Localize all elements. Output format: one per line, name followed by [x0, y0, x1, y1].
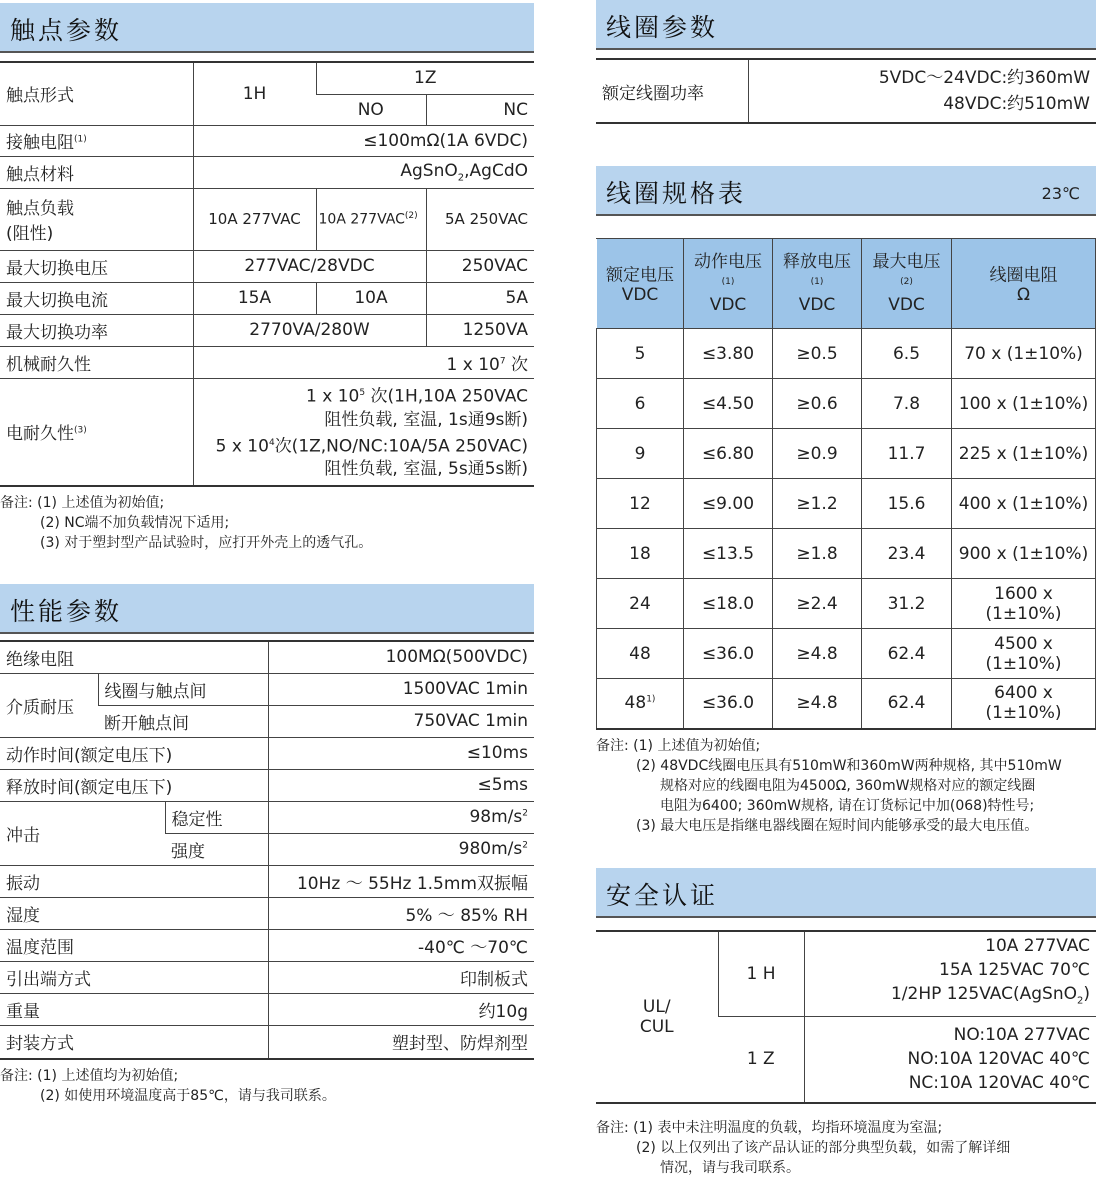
- coil-title: 线圈参数: [606, 13, 719, 42]
- terminal-value: 印制板式: [268, 961, 534, 993]
- operate-time-value: ≤10ms: [268, 737, 534, 769]
- dielectric-1-label: 线圈与触点间: [98, 673, 268, 705]
- contact-material-label: 触点材料: [0, 156, 193, 188]
- max-voltage-value-b: 250VAC: [426, 250, 534, 282]
- elec-endurance-value: 1 x $10^5$ 次(1H,10A 250VAC 阻性负载, 室温, 1s通9s断) 5 x $10^4$次(1Z,NO/NC:10A/5A 250VAC) 阻性负载, 室温, 5s通5s断): [193, 378, 534, 486]
- note-line: 备注: (1) 上述值为初始值;: [596, 737, 761, 754]
- contact-form-no: NO: [316, 94, 426, 125]
- spec-header-cell: 最大电压$^{(2)}$ VDC: [862, 239, 952, 329]
- spec-header-cell: 释放电压$^{(1)}$ VDC: [773, 239, 862, 329]
- max-voltage-value-a: 277VAC/28VDC: [193, 250, 426, 282]
- contact-header: [0, 3, 534, 53]
- table-row: 5 ≤3.80 ≥0.5 6.5 70 x (1±10%): [597, 329, 1096, 379]
- note-line: (2) NC端不加负载情况下适用;: [40, 515, 230, 531]
- operate-time-label: 动作时间(额定电压下): [0, 737, 268, 769]
- contact-resistance-label: 接触电阻$^{(1)}$: [0, 125, 193, 156]
- table-row: 24 ≤18.0 ≥2.4 31.2 1600 x (1±10%): [597, 579, 1096, 629]
- spec-header-cell: 线圈电阻 Ω: [952, 239, 1096, 329]
- cert-1h-loads: 10A 277VAC 15A 125VAC 70℃ 1/2HP 125VAC(AgSnO$_2$): [804, 931, 1096, 1017]
- coil-power-value: 5VDC～24VDC:约360mW 48VDC:约510mW: [748, 59, 1096, 123]
- elec-endurance-label: 电耐久性$^{(3)}$: [0, 378, 193, 486]
- cert-1z-loads: NO:10A 277VAC NO:10A 120VAC 40℃ NC:10A 120VAC 40℃: [804, 1017, 1096, 1103]
- spec-header-cell: 动作电压$^{(1)}$ VDC: [684, 239, 773, 329]
- perf-header: [0, 584, 534, 634]
- contact-table: [0, 61, 534, 487]
- note-line: 规格对应的线圈电阻为4500Ω, 360mW规格对应的额定线圈: [660, 777, 1036, 794]
- shock-2-label: 强度: [165, 833, 268, 865]
- shock-1-label: 稳定性: [165, 801, 268, 833]
- terminal-label: 引出端方式: [0, 961, 268, 993]
- note-line: 电阻为6400; 360mW规格, 请在订货标记中加(068)特性号;: [660, 797, 1035, 814]
- table-row: 48$^{1)}$ ≤36.0 ≥4.8 62.4 6400 x (1±10%): [597, 679, 1096, 729]
- coil-header: [596, 0, 1096, 50]
- perf-table: [0, 640, 534, 1060]
- enclosure-label: 封装方式: [0, 1025, 268, 1059]
- note-line: (2) 以上仅列出了该产品认证的部分典型负载，如需了解详细: [636, 1139, 1011, 1156]
- coil-table: [596, 58, 1096, 124]
- weight-label: 重量: [0, 993, 268, 1025]
- max-current-1h: 15A: [193, 282, 316, 314]
- temp-range-value: -40℃ ～70℃: [268, 929, 534, 961]
- note-line: (3) 最大电压是指继电器线圈在短时间内能够承受的最大电压值。: [636, 817, 1039, 834]
- max-current-no: 10A: [316, 282, 426, 314]
- spec-header-cell: 额定电压 VDC: [597, 239, 684, 329]
- release-time-label: 释放时间(额定电压下): [0, 769, 268, 801]
- dielectric-label: 介质耐压: [0, 673, 98, 737]
- insulation-label: 绝缘电阻: [0, 641, 268, 673]
- insulation-value: 100MΩ(500VDC): [268, 641, 534, 673]
- max-current-nc: 5A: [426, 282, 534, 314]
- note-line: 备注: (1) 表中未注明温度的负载，均指环境温度为室温;: [596, 1119, 943, 1136]
- safety-notes: [596, 1118, 1096, 1178]
- dielectric-2-label: 断开触点间: [98, 705, 268, 737]
- note-line: 情况，请与我司联系。: [660, 1159, 800, 1176]
- left-column: [0, 0, 534, 1106]
- max-power-value-a: 2770VA/280W: [193, 314, 426, 346]
- table-row: 9 ≤6.80 ≥0.9 11.7 225 x (1±10%): [597, 429, 1096, 479]
- coil-power-label: 额定线圈功率: [596, 59, 748, 123]
- perf-title: 性能参数: [10, 597, 123, 626]
- vibration-label: 振动: [0, 865, 268, 897]
- dielectric-2-value: 750VAC 1min: [268, 705, 534, 737]
- weight-value: 约10g: [268, 993, 534, 1025]
- vibration-value: 10Hz ～ 55Hz 1.5mm双振幅: [268, 865, 534, 897]
- contact-notes: [0, 493, 534, 553]
- cert-1z: 1 Z: [718, 1017, 804, 1103]
- enclosure-value: 塑封型、防焊剂型: [268, 1025, 534, 1059]
- contact-load-1h: 10A 277VAC: [193, 188, 316, 250]
- max-current-label: 最大切换电流: [0, 282, 193, 314]
- shock-2-value: $980m/s^2$: [268, 833, 534, 865]
- mech-endurance-value: 1 x $10^7$ 次: [193, 346, 534, 378]
- humidity-value: 5% ～ 85% RH: [268, 897, 534, 929]
- mech-endurance-label: 机械耐久性: [0, 346, 193, 378]
- spec-temp: 23℃: [1041, 184, 1080, 203]
- contact-material-value: AgSnO$_2$,AgCdO: [193, 156, 534, 188]
- humidity-label: 湿度: [0, 897, 268, 929]
- contact-load-no: 10A 277VAC$^{(2)}$: [316, 188, 426, 250]
- contact-load-label: 触点负载 (阻性): [0, 188, 193, 250]
- spec-header: [596, 166, 1096, 216]
- safety-title: 安全认证: [606, 880, 719, 910]
- max-power-value-b: 1250VA: [426, 314, 534, 346]
- dielectric-1-value: 1500VAC 1min: [268, 673, 534, 705]
- note-line: 备注: (1) 上述值为初始值;: [0, 495, 165, 511]
- contact-resistance-value: ≤100mΩ(1A 6VDC): [193, 125, 534, 156]
- cert-1h: 1 H: [718, 931, 804, 1017]
- spec-notes: [596, 736, 1096, 836]
- temp-range-label: 温度范围: [0, 929, 268, 961]
- cert-name: UL/ CUL: [596, 931, 718, 1103]
- contact-form-1z: 1Z: [316, 62, 534, 94]
- contact-form-label: 触点形式: [0, 62, 193, 125]
- max-power-label: 最大切换功率: [0, 314, 193, 346]
- contact-form-nc: NC: [426, 94, 534, 125]
- coil-spec-table: [596, 238, 1096, 730]
- right-column: [596, 0, 1096, 1178]
- contact-title: 触点参数: [10, 16, 123, 45]
- perf-notes: [0, 1066, 534, 1106]
- shock-1-value: $98m/s^2$: [268, 801, 534, 833]
- table-row: 18 ≤13.5 ≥1.8 23.4 900 x (1±10%): [597, 529, 1096, 579]
- note-line: (2) 如使用环境温度高于85℃，请与我司联系。: [40, 1088, 336, 1104]
- table-row: 12 ≤9.00 ≥1.2 15.6 400 x (1±10%): [597, 479, 1096, 529]
- contact-form-1h: 1H: [193, 62, 316, 125]
- table-row: 6 ≤4.50 ≥0.6 7.8 100 x (1±10%): [597, 379, 1096, 429]
- note-line: (2) 48VDC线圈电压具有510mW和360mW两种规格, 其中510mW: [636, 757, 1062, 774]
- note-line: (3) 对于塑封型产品试验时，应打开外壳上的透气孔。: [40, 535, 373, 551]
- release-time-value: ≤5ms: [268, 769, 534, 801]
- shock-label: 冲击: [0, 801, 165, 865]
- spec-title: 线圈规格表: [606, 179, 747, 208]
- contact-load-nc: 5A 250VAC: [426, 188, 534, 250]
- table-row: 48 ≤36.0 ≥4.8 62.4 4500 x (1±10%): [597, 629, 1096, 679]
- safety-table: [596, 930, 1096, 1104]
- max-voltage-label: 最大切换电压: [0, 250, 193, 282]
- note-line: 备注: (1) 上述值均为初始值;: [0, 1068, 179, 1084]
- safety-header: [596, 868, 1096, 918]
